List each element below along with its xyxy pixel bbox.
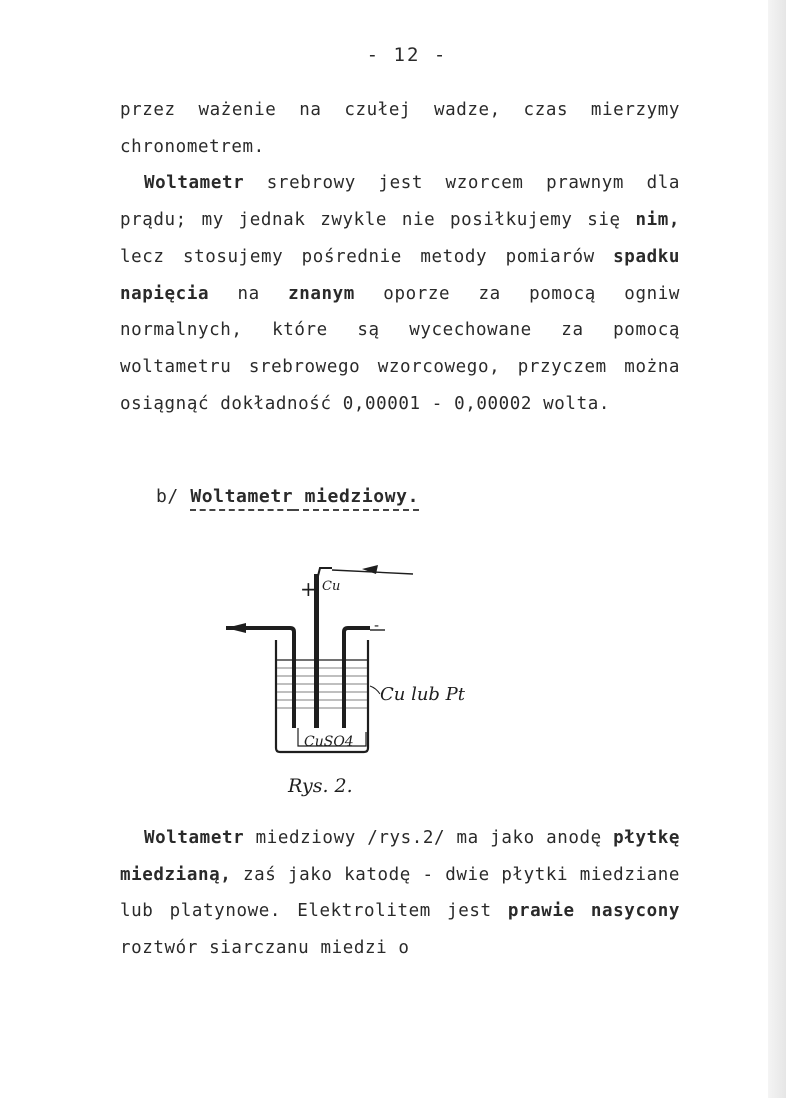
- voltameter-diagram: [220, 560, 520, 800]
- paragraph-1: przez ważenie na czułej wadze, czas mierzymy chronometrem.: [120, 100, 680, 157]
- paragraph-2-text-c: na: [209, 283, 289, 304]
- paragraph-2-text-b: lecz stosujemy pośrednie metody pomiarów: [120, 246, 614, 267]
- woltametr-term: Woltametr: [144, 173, 245, 194]
- paragraph-3-text-c: roztwór siarczanu miedzi o: [120, 938, 410, 959]
- paragraph-2-bold-nim: nim,: [635, 210, 680, 231]
- minus-sign: -: [374, 618, 380, 634]
- cathode-plate-right: [344, 628, 370, 728]
- figure-voltameter-diagram: [220, 560, 520, 800]
- paragraph-3-bold-a: płytkę miedzianą,: [120, 828, 680, 885]
- section-title-bold: Woltametr: [190, 486, 294, 507]
- paragraph-2-bold-znanym: znanym: [288, 283, 355, 304]
- text-block-top: [120, 92, 680, 422]
- section-title: [190, 486, 419, 507]
- arrow-left-top: [362, 565, 378, 574]
- label-electrolyte: CuSO4: [304, 734, 354, 750]
- paragraph-2-text-d: oporze za pomocą ogniw normalnych, które są wycechowane za pomocą woltametru srebrowego wzorcowego, przyczem można osiągnąć dokładność 0,00001 - 0,00002 wolta.: [120, 283, 680, 414]
- plus-sign: +: [300, 577, 317, 601]
- anode-lead: [318, 568, 332, 576]
- paragraph-2-text-a: srebrowy jest wzorcem prawnym dla prądu; my jednak zwykle nie posiłkujemy się: [120, 173, 680, 231]
- cathode-plate-left: [226, 628, 294, 728]
- page-number: - 12 -: [366, 44, 448, 66]
- text-block-bottom: [120, 820, 680, 967]
- page-edge: [768, 0, 786, 1098]
- arrow-left-middle: [226, 623, 246, 633]
- section-heading: [156, 486, 419, 507]
- label-anode: Cu: [322, 579, 341, 594]
- paragraph-3-text-a: miedziowy /rys.2/ ma jako anodę: [244, 828, 614, 848]
- label-pointer: [370, 686, 380, 694]
- section-title-rest: miedziowy.: [293, 486, 420, 507]
- paragraph-3: [120, 820, 680, 967]
- paragraph-3-term: Woltametr: [144, 828, 245, 848]
- section-prefix: b/: [156, 486, 191, 507]
- figure-caption: Rys. 2.: [288, 775, 353, 797]
- paragraph-3-bold-b: prawie nasycony: [507, 901, 680, 922]
- paragraph-3-text-b: zaś jako katodę - dwie płytki miedziane lub platynowe. Elektrolitem jest: [120, 864, 680, 922]
- label-cathode: Cu lub Pt: [380, 684, 466, 705]
- paragraph-2: [120, 165, 680, 422]
- paragraph-2-bold-spadku: spadku napięcia: [120, 246, 680, 304]
